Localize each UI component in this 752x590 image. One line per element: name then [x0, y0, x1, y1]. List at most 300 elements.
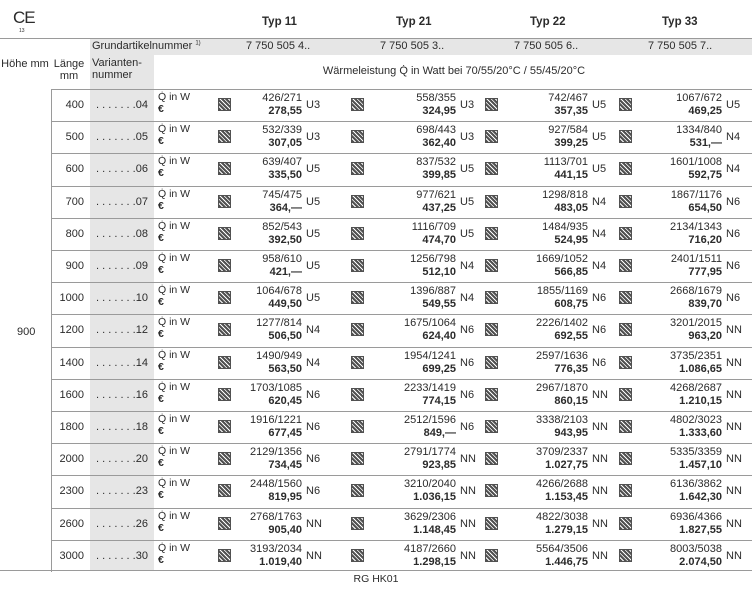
packaging-class: NN — [460, 485, 476, 498]
heat-output-price-cell — [508, 156, 588, 182]
heat-output-value: 2791/1774 — [404, 446, 456, 459]
packaging-class: U5 — [306, 163, 321, 176]
price-value: 563,50 — [268, 362, 302, 375]
price-value: 839,70 — [688, 298, 722, 311]
qr-code-icon — [620, 357, 631, 368]
unit-watt-label: Q̇ in W — [158, 284, 191, 297]
heat-output-value: 1669/1052 — [536, 253, 588, 265]
unit-euro-label: € — [158, 103, 164, 115]
variant-number-cell: . . . . . . .10 — [96, 292, 148, 305]
price-value: 1.457,10 — [679, 459, 722, 472]
heat-output-price-cell — [642, 156, 722, 182]
length-cell: 900 — [65, 260, 84, 272]
heat-output-value: 532/339 — [262, 124, 302, 137]
qr-code-icon — [486, 196, 497, 207]
packaging-class: N6 — [460, 356, 475, 369]
unit-watt-label: Q̇ in W — [158, 541, 191, 554]
price-value: 469,25 — [688, 105, 722, 117]
heat-output-price-cell — [222, 350, 302, 376]
heat-output-value: 2512/1596 — [404, 414, 456, 426]
packaging-class: U5 — [592, 99, 607, 111]
heat-output-value: 2597/1636 — [536, 349, 588, 362]
article-number-label: Grundartikelnummer $^{1)}$ — [92, 40, 201, 52]
packaging-class: NN — [726, 517, 742, 530]
row-divider — [51, 379, 752, 380]
heat-output-value: 2226/1402 — [536, 317, 588, 330]
packaging-class: N6 — [306, 388, 321, 401]
unit-euro-label: € — [158, 457, 164, 470]
price-value: 1.333,60 — [679, 427, 722, 439]
heat-output-value: 1116/709 — [411, 220, 456, 233]
qr-code-icon — [352, 99, 363, 110]
qr-code-icon — [486, 163, 497, 174]
packaging-class: N4 — [460, 292, 475, 305]
qr-code-icon — [352, 550, 363, 561]
variant-number-cell: . . . . . . .07 — [96, 195, 148, 208]
unit-label — [158, 445, 190, 469]
heat-output-value: 2233/1419 — [404, 381, 456, 394]
heat-output-price-cell — [508, 221, 588, 247]
unit-watt-label: Q̇ in W — [158, 509, 191, 522]
heat-output-price-cell — [222, 511, 302, 537]
unit-euro-label: € — [158, 135, 164, 148]
variant-number-cell: . . . . . . .08 — [96, 227, 148, 240]
price-value: 923,85 — [422, 459, 456, 472]
packaging-class: U3 — [306, 99, 321, 111]
price-value: 399,85 — [422, 169, 456, 182]
packaging-class: U5 — [460, 163, 475, 176]
heat-output-value: 4822/3038 — [536, 510, 588, 523]
heat-output-value: 6136/3862 — [670, 478, 722, 491]
unit-label — [158, 510, 190, 534]
unit-watt-label: Q̇ in W — [158, 187, 191, 200]
price-value: 699,25 — [422, 362, 456, 375]
price-value: 1.153,45 — [545, 491, 588, 504]
variant-number-cell: . . . . . . .05 — [96, 131, 148, 144]
heat-output-price-cell — [376, 92, 456, 118]
price-value: 620,45 — [268, 394, 302, 407]
packaging-class: U3 — [306, 131, 321, 144]
heat-output-value: 1064/678 — [256, 285, 302, 298]
heat-output-price-cell — [376, 543, 456, 569]
heat-output-price-cell — [642, 189, 722, 215]
row-divider — [51, 121, 752, 122]
packaging-class: U5 — [726, 99, 741, 111]
price-value: 362,40 — [422, 137, 456, 150]
heat-output-value: 1396/887 — [410, 285, 456, 298]
heat-output-price-cell — [642, 317, 722, 343]
price-value: 324,95 — [422, 105, 456, 117]
heat-output-price-cell — [222, 124, 302, 150]
variant-number-cell: . . . . . . .16 — [96, 388, 148, 401]
heat-output-price-cell — [222, 478, 302, 504]
price-value: 524,95 — [554, 233, 588, 246]
price-value: 392,50 — [268, 233, 302, 246]
row-divider — [51, 314, 752, 315]
packaging-class: NN — [726, 388, 742, 401]
unit-label — [158, 413, 190, 437]
ce-mark-number: 13 — [19, 28, 25, 34]
article-number-typ-11: 7 750 505 4.. — [246, 40, 311, 52]
heat-output-price-cell — [376, 511, 456, 537]
packaging-class: N6 — [726, 195, 741, 208]
heat-output-value: 977/621 — [416, 188, 456, 201]
unit-euro-label: € — [158, 425, 164, 437]
packaging-class: N6 — [726, 227, 741, 240]
packaging-class: U3 — [460, 99, 475, 111]
unit-euro-label: € — [158, 199, 164, 212]
variant-number-cell: . . . . . . .23 — [96, 485, 148, 498]
heat-output-value: 558/355 — [416, 92, 456, 104]
heat-output-value: 2134/1343 — [670, 220, 722, 233]
heat-output-value: 3193/2034 — [250, 542, 302, 555]
qr-code-icon — [486, 550, 497, 561]
variant-number-cell: . . . . . . .14 — [96, 356, 148, 369]
unit-euro-label: € — [158, 296, 164, 309]
price-value: 357,35 — [554, 105, 588, 117]
heat-output-price-cell — [642, 253, 722, 279]
qr-code-icon — [620, 260, 631, 271]
heat-output-price-cell — [642, 221, 722, 247]
heat-output-price-cell — [222, 253, 302, 279]
heat-output-price-cell — [642, 285, 722, 311]
heat-output-value: 1703/1085 — [250, 381, 302, 394]
row-divider — [51, 89, 752, 90]
qr-code-icon — [352, 324, 363, 335]
qr-code-icon — [352, 260, 363, 271]
heat-output-price-cell — [222, 382, 302, 408]
heat-output-value: 1067/672 — [676, 92, 722, 104]
price-value: 531,— — [689, 137, 722, 150]
price-value: 1.298,15 — [413, 555, 456, 568]
packaging-class: N6 — [460, 388, 475, 401]
length-cell: 1800 — [59, 421, 84, 433]
unit-label — [158, 91, 190, 115]
price-value: 1.036,15 — [413, 491, 456, 504]
qr-code-icon — [352, 518, 363, 529]
heat-output-price-cell — [376, 382, 456, 408]
unit-label — [158, 220, 190, 244]
price-value: 692,55 — [554, 330, 588, 343]
variant-number-cell: . . . . . . .12 — [96, 324, 148, 337]
price-value: 905,40 — [268, 523, 302, 536]
qr-code-icon — [486, 421, 497, 432]
price-value: 399,25 — [554, 137, 588, 150]
heat-output-value: 6936/4366 — [670, 510, 722, 523]
packaging-class: N4 — [592, 195, 607, 208]
unit-label — [158, 381, 190, 405]
variant-number-cell: . . . . . . .26 — [96, 517, 148, 530]
packaging-class: N4 — [726, 163, 741, 176]
unit-label — [158, 477, 190, 501]
packaging-class: U5 — [592, 131, 607, 144]
packaging-class: NN — [460, 517, 476, 530]
packaging-class: NN — [592, 453, 608, 466]
variant-number-cell: . . . . . . .06 — [96, 163, 148, 176]
heat-output-price-cell — [222, 189, 302, 215]
unit-watt-label: Q̇ in W — [158, 380, 191, 393]
heat-output-price-cell — [376, 446, 456, 472]
length-cell: 700 — [65, 195, 84, 208]
price-value: 654,50 — [688, 201, 722, 214]
length-cell: 400 — [65, 99, 84, 111]
heat-output-price-cell — [642, 382, 722, 408]
heat-output-value: 1601/1008 — [670, 156, 722, 169]
price-value: 441,15 — [554, 169, 588, 182]
length-cell: 800 — [65, 227, 84, 240]
heat-output-price-cell — [376, 189, 456, 215]
price-value: 1.279,15 — [545, 523, 588, 536]
qr-code-icon — [620, 324, 631, 335]
heat-output-price-cell — [508, 317, 588, 343]
price-value: 624,40 — [422, 330, 456, 343]
unit-label — [158, 542, 190, 566]
price-value: 483,05 — [554, 201, 588, 214]
unit-watt-label: Q̇ in W — [158, 348, 191, 361]
qr-code-icon — [620, 485, 631, 496]
price-value: 774,15 — [422, 394, 456, 407]
price-value: 474,70 — [422, 233, 456, 246]
packaging-class: N4 — [460, 260, 475, 272]
price-value: 1.642,30 — [679, 491, 722, 504]
heat-output-price-cell — [222, 543, 302, 569]
heat-output-price-cell — [376, 478, 456, 504]
price-value: 776,35 — [554, 362, 588, 375]
packaging-class: N4 — [306, 324, 321, 337]
heat-output-value: 852/543 — [262, 220, 302, 233]
price-value: 592,75 — [688, 169, 722, 182]
heat-output-price-cell — [376, 317, 456, 343]
heat-output-value: 1256/798 — [410, 253, 456, 265]
heat-output-value: 2129/1356 — [250, 446, 302, 459]
heat-output-price-cell — [222, 156, 302, 182]
heat-output-price-cell — [376, 350, 456, 376]
heat-output-price-cell — [642, 478, 722, 504]
qr-code-icon — [620, 131, 631, 142]
qr-code-icon — [486, 260, 497, 271]
packaging-class: NN — [592, 549, 608, 562]
heat-output-price-cell — [222, 414, 302, 440]
packaging-class: N4 — [726, 131, 741, 144]
heat-output-price-cell — [376, 253, 456, 279]
packaging-class: N6 — [460, 421, 475, 433]
packaging-class: NN — [726, 421, 742, 433]
price-value: 716,20 — [688, 233, 722, 246]
price-value: 1.210,15 — [679, 394, 722, 407]
heat-output-price-cell — [222, 285, 302, 311]
type-header-typ-21: Typ 21 — [396, 16, 432, 28]
variant-number-cell: . . . . . . .20 — [96, 453, 148, 466]
heat-output-price-cell — [222, 92, 302, 118]
length-cell: 1600 — [59, 388, 84, 401]
heat-output-value: 1490/949 — [256, 349, 302, 362]
heat-output-price-cell — [376, 124, 456, 150]
price-value: 1.148,45 — [413, 523, 456, 536]
heat-output-price-cell — [508, 446, 588, 472]
price-value: 777,95 — [688, 266, 722, 278]
type-header-typ-11: Typ 11 — [262, 16, 297, 28]
price-value: 549,55 — [422, 298, 456, 311]
price-value: 335,50 — [268, 169, 302, 182]
column-header-length: Länge mm — [53, 58, 85, 82]
heat-output-value: 1484/935 — [542, 220, 588, 233]
packaging-class: NN — [726, 324, 742, 337]
heat-output-price-cell — [508, 478, 588, 504]
packaging-class: NN — [592, 421, 608, 433]
price-value: 1.827,55 — [679, 523, 722, 536]
heat-output-price-cell — [376, 414, 456, 440]
heat-output-value: 3210/2040 — [404, 478, 456, 491]
heat-output-value: 3338/2103 — [536, 414, 588, 426]
unit-label — [158, 349, 190, 373]
heat-output-value: 2768/1763 — [250, 510, 302, 523]
packaging-class: U5 — [306, 227, 321, 240]
heat-output-value: 742/467 — [548, 92, 588, 104]
qr-code-icon — [620, 163, 631, 174]
heat-output-value: 3629/2306 — [404, 510, 456, 523]
packaging-class: NN — [460, 549, 476, 562]
price-value: 307,05 — [268, 137, 302, 150]
packaging-class: NN — [726, 356, 742, 369]
packaging-class: N6 — [726, 292, 741, 305]
qr-code-icon — [620, 453, 631, 464]
packaging-class: NN — [460, 453, 476, 466]
packaging-class: NN — [592, 388, 608, 401]
heat-output-price-cell — [376, 156, 456, 182]
heat-output-value: 3709/2337 — [536, 446, 588, 459]
qr-code-icon — [620, 550, 631, 561]
price-value: 677,45 — [268, 427, 302, 439]
price-value: 512,10 — [422, 266, 456, 278]
packaging-class: U5 — [460, 227, 475, 240]
qr-code-icon — [352, 131, 363, 142]
price-value: 943,95 — [554, 427, 588, 439]
price-value: 2.074,50 — [679, 555, 722, 568]
heat-output-price-cell — [508, 511, 588, 537]
heat-output-value: 2668/1679 — [670, 285, 722, 298]
packaging-class: U5 — [306, 260, 321, 272]
qr-code-icon — [486, 485, 497, 496]
heat-output-value: 1675/1064 — [404, 317, 456, 330]
unit-label — [158, 316, 190, 340]
heat-output-price-cell — [642, 543, 722, 569]
column-header-height: Höhe mm — [1, 58, 49, 70]
heat-output-value: 1916/1221 — [250, 414, 302, 426]
packaging-class: NN — [306, 517, 322, 530]
packaging-class: U5 — [460, 195, 475, 208]
heat-output-value: 2401/1511 — [670, 253, 722, 265]
qr-code-icon — [352, 453, 363, 464]
price-value: 1.086,65 — [679, 362, 722, 375]
packaging-class: N6 — [592, 324, 607, 337]
heat-output-value: 1334/840 — [676, 124, 722, 137]
row-divider — [51, 540, 752, 541]
qr-code-icon — [486, 357, 497, 368]
heat-output-value: 4187/2660 — [404, 542, 456, 555]
unit-watt-label: Q̇ in W — [158, 252, 191, 264]
packaging-class: NN — [306, 549, 322, 562]
row-divider — [51, 186, 752, 187]
heat-output-value: 4268/2687 — [670, 381, 722, 394]
price-value: 819,95 — [268, 491, 302, 504]
price-value: 1.027,75 — [545, 459, 588, 472]
unit-euro-label: € — [158, 167, 164, 180]
heat-output-price-cell — [508, 92, 588, 118]
variant-number-cell: . . . . . . .04 — [96, 99, 148, 111]
row-divider — [51, 475, 752, 476]
packaging-class: NN — [592, 485, 608, 498]
heat-output-value: 1298/818 — [542, 188, 588, 201]
qr-code-icon — [486, 99, 497, 110]
column-header-variant: Varianten- nummer — [92, 57, 142, 81]
heat-output-value: 5564/3506 — [536, 542, 588, 555]
qr-code-icon — [352, 357, 363, 368]
qr-code-icon — [486, 228, 497, 239]
type-header-typ-33: Typ 33 — [662, 16, 698, 28]
packaging-class: U5 — [592, 163, 607, 176]
heat-output-value: 4266/2688 — [536, 478, 588, 491]
qr-code-icon — [486, 292, 497, 303]
row-divider — [51, 347, 752, 348]
qr-code-icon — [486, 131, 497, 142]
length-cell: 500 — [65, 131, 84, 144]
qr-code-icon — [620, 389, 631, 400]
qr-code-icon — [620, 292, 631, 303]
unit-euro-label: € — [158, 264, 164, 276]
unit-euro-label: € — [158, 231, 164, 244]
heat-output-value: 745/475 — [262, 188, 302, 201]
qr-code-icon — [620, 196, 631, 207]
heat-output-price-cell — [508, 189, 588, 215]
row-divider — [51, 218, 752, 219]
unit-euro-label: € — [158, 553, 164, 566]
length-cell: 1000 — [59, 292, 84, 305]
packaging-class: NN — [726, 453, 742, 466]
unit-watt-label: Q̇ in W — [158, 219, 191, 232]
qr-code-icon — [620, 421, 631, 432]
packaging-class: N6 — [592, 356, 607, 369]
length-cell: 2000 — [59, 453, 84, 466]
heat-output-price-cell — [508, 285, 588, 311]
unit-euro-label: € — [158, 360, 164, 373]
row-divider — [51, 282, 752, 283]
packaging-class: N6 — [306, 421, 321, 433]
packaging-class: N6 — [726, 260, 741, 272]
row-divider — [51, 443, 752, 444]
qr-code-icon — [620, 228, 631, 239]
heat-output-price-cell — [508, 253, 588, 279]
heat-output-value: 3735/2351 — [670, 349, 722, 362]
unit-watt-label: Q̇ in W — [158, 413, 191, 425]
packaging-class: NN — [726, 549, 742, 562]
heat-output-value: 8003/5038 — [670, 542, 722, 555]
packaging-class: N4 — [306, 356, 321, 369]
qr-code-icon — [352, 292, 363, 303]
unit-label — [158, 123, 190, 147]
price-value: 849,— — [423, 427, 456, 439]
heat-output-price-cell — [508, 350, 588, 376]
packaging-class: N4 — [592, 227, 607, 240]
qr-code-icon — [352, 196, 363, 207]
ce-mark: CE — [13, 8, 35, 27]
height-value: 900 — [17, 326, 36, 338]
type-header-typ-22: Typ 22 — [530, 16, 566, 28]
unit-watt-label: Q̇ in W — [158, 477, 191, 490]
heat-output-value: 1113/701 — [543, 156, 588, 169]
length-cell: 600 — [65, 163, 84, 176]
length-cell: 2600 — [59, 517, 84, 530]
heat-output-price-cell — [642, 511, 722, 537]
